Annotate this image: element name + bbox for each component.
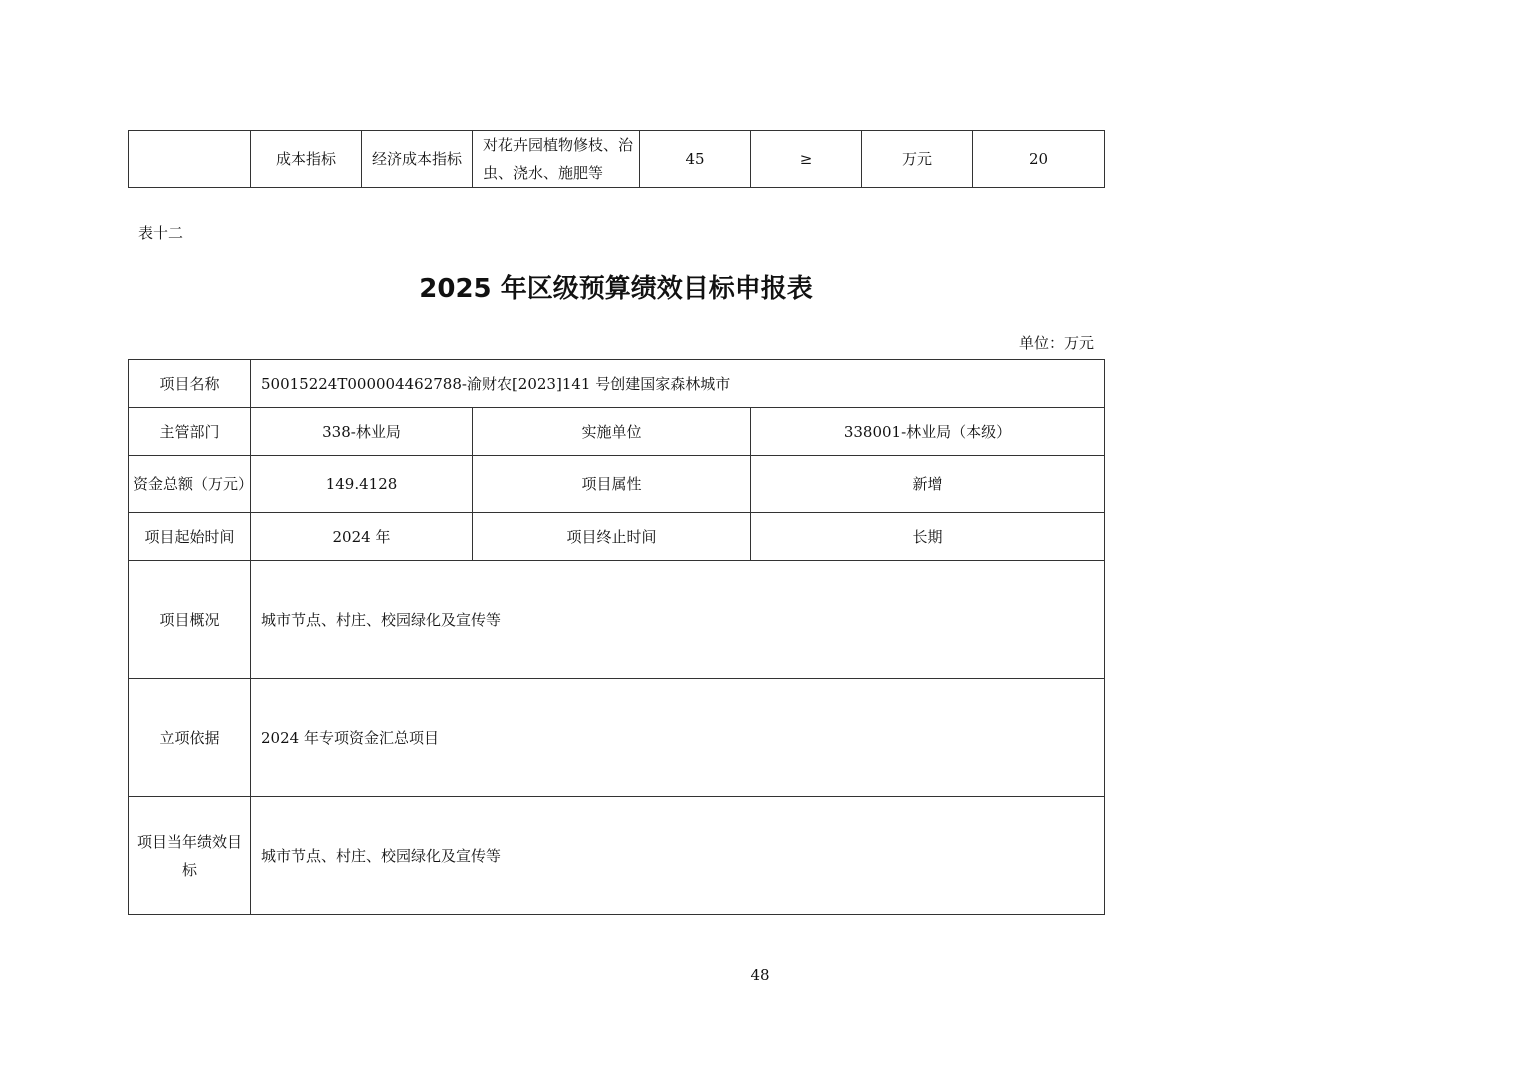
page-title: 2025 年区级预算绩效目标申报表	[419, 274, 813, 304]
cell-blank	[129, 131, 251, 188]
page-number: 48	[750, 966, 770, 984]
cell-target: 20	[973, 131, 1105, 188]
cell-unit: 万元	[862, 131, 973, 188]
dept-label: 主管部门	[129, 408, 251, 456]
goal-label: 项目当年绩效目标	[129, 797, 251, 915]
table-row	[129, 513, 1105, 561]
cell-operator: ≥	[751, 131, 862, 188]
unit-label: 单位：万元	[1018, 334, 1094, 352]
funds-value: 149.4128	[251, 456, 473, 513]
basis-value: 2024 年专项资金汇总项目	[251, 679, 1105, 797]
impl-value: 338001-林业局（本级）	[751, 408, 1105, 456]
table-row	[129, 561, 1105, 679]
table-row	[129, 679, 1105, 797]
table-row	[129, 360, 1105, 408]
table-row	[129, 456, 1105, 513]
table-number: 表十二	[138, 224, 184, 242]
dept-value: 338-林业局	[251, 408, 473, 456]
end-label: 项目终止时间	[473, 513, 751, 561]
end-value: 长期	[751, 513, 1105, 561]
cell-second-indicator: 经济成本指标	[362, 131, 473, 188]
project-name-value: 50015224T000004462788-渝财农[2023]141 号创建国家森林城市	[251, 360, 1105, 408]
attr-value: 新增	[751, 456, 1105, 513]
goal-value: 城市节点、村庄、校园绿化及宣传等	[251, 797, 1105, 915]
attr-label: 项目属性	[473, 456, 751, 513]
start-label: 项目起始时间	[129, 513, 251, 561]
cell-indicator-content: 对花卉园植物修枝、治虫、浇水、施肥等	[473, 131, 640, 188]
table-row	[129, 131, 1105, 188]
start-value: 2024 年	[251, 513, 473, 561]
basis-label: 立项依据	[129, 679, 251, 797]
overview-label: 项目概况	[129, 561, 251, 679]
table-row	[129, 408, 1105, 456]
overview-value: 城市节点、村庄、校园绿化及宣传等	[251, 561, 1105, 679]
cost-indicator-table	[128, 130, 1105, 188]
project-name-label: 项目名称	[129, 360, 251, 408]
funds-label: 资金总额（万元）	[129, 456, 251, 513]
budget-form-table	[128, 359, 1105, 915]
cell-weight: 45	[640, 131, 751, 188]
table-row	[129, 797, 1105, 915]
impl-label: 实施单位	[473, 408, 751, 456]
cell-first-indicator: 成本指标	[251, 131, 362, 188]
